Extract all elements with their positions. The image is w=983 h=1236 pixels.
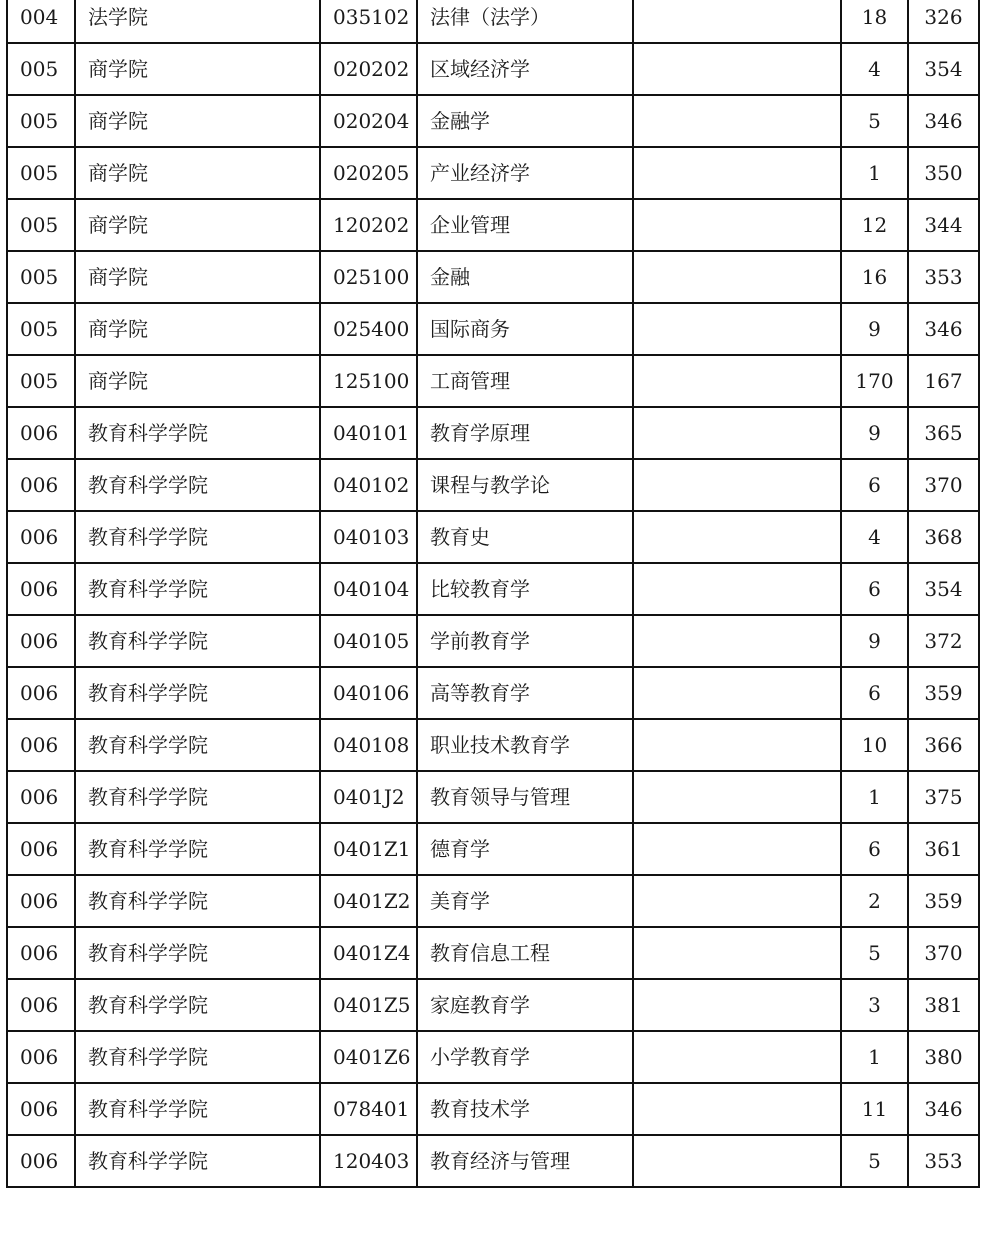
count-cell: 12 [841,199,908,251]
admission-score-table-page [6,0,978,1188]
count-cell: 6 [841,459,908,511]
note-cell [633,95,841,147]
score-cell: 380 [908,1031,979,1083]
count-cell: 16 [841,251,908,303]
major-name-cell: 德育学 [417,823,633,875]
count-cell: 6 [841,667,908,719]
dept-code-cell: 006 [7,719,75,771]
table-row [7,875,979,927]
table-row [7,719,979,771]
count-cell: 9 [841,303,908,355]
count-cell: 9 [841,407,908,459]
major-name-cell: 教育史 [417,511,633,563]
dept-code-cell: 006 [7,511,75,563]
major-name-cell: 教育学原理 [417,407,633,459]
score-cell: 375 [908,771,979,823]
score-cell: 359 [908,875,979,927]
major-code-cell: 020202 [320,43,417,95]
note-cell [633,563,841,615]
dept-name-cell: 教育科学学院 [75,407,320,459]
dept-code-cell: 006 [7,563,75,615]
dept-name-cell: 教育科学学院 [75,979,320,1031]
note-cell [633,0,841,43]
major-name-cell: 课程与教学论 [417,459,633,511]
score-cell: 167 [908,355,979,407]
dept-name-cell: 商学院 [75,95,320,147]
score-cell: 350 [908,147,979,199]
score-cell: 370 [908,459,979,511]
dept-code-cell: 006 [7,459,75,511]
score-cell: 354 [908,43,979,95]
count-cell: 1 [841,771,908,823]
dept-name-cell: 教育科学学院 [75,1031,320,1083]
note-cell [633,771,841,823]
major-code-cell: 025100 [320,251,417,303]
table-row [7,303,979,355]
count-cell: 5 [841,95,908,147]
score-cell: 346 [908,303,979,355]
table-row [7,823,979,875]
table-row [7,667,979,719]
score-cell: 381 [908,979,979,1031]
note-cell [633,147,841,199]
dept-name-cell: 教育科学学院 [75,1083,320,1135]
score-cell: 370 [908,927,979,979]
major-code-cell: 040108 [320,719,417,771]
major-name-cell: 国际商务 [417,303,633,355]
note-cell [633,43,841,95]
dept-name-cell: 教育科学学院 [75,615,320,667]
dept-name-cell: 教育科学学院 [75,563,320,615]
count-cell: 11 [841,1083,908,1135]
table-body [7,0,979,1187]
dept-code-cell: 006 [7,875,75,927]
major-name-cell: 区域经济学 [417,43,633,95]
major-code-cell: 0401Z6 [320,1031,417,1083]
dept-code-cell: 005 [7,355,75,407]
score-cell: 344 [908,199,979,251]
score-cell: 354 [908,563,979,615]
major-name-cell: 产业经济学 [417,147,633,199]
table-row [7,199,979,251]
dept-code-cell: 006 [7,1135,75,1187]
major-code-cell: 040105 [320,615,417,667]
score-cell: 365 [908,407,979,459]
table-row [7,355,979,407]
major-name-cell: 法律（法学） [417,0,633,43]
dept-code-cell: 006 [7,667,75,719]
score-cell: 346 [908,1083,979,1135]
score-cell: 346 [908,95,979,147]
note-cell [633,303,841,355]
score-cell: 353 [908,1135,979,1187]
major-name-cell: 教育经济与管理 [417,1135,633,1187]
dept-name-cell: 教育科学学院 [75,1135,320,1187]
major-code-cell: 0401Z1 [320,823,417,875]
count-cell: 4 [841,43,908,95]
table-row [7,95,979,147]
count-cell: 9 [841,615,908,667]
dept-name-cell: 教育科学学院 [75,719,320,771]
table-row [7,407,979,459]
table-row [7,511,979,563]
major-code-cell: 035102 [320,0,417,43]
table-row [7,1135,979,1187]
dept-code-cell: 006 [7,615,75,667]
dept-name-cell: 商学院 [75,43,320,95]
dept-code-cell: 005 [7,199,75,251]
dept-name-cell: 教育科学学院 [75,459,320,511]
dept-name-cell: 教育科学学院 [75,511,320,563]
major-name-cell: 教育领导与管理 [417,771,633,823]
note-cell [633,979,841,1031]
count-cell: 18 [841,0,908,43]
major-name-cell: 小学教育学 [417,1031,633,1083]
table-row [7,563,979,615]
table-row [7,615,979,667]
admission-score-table [6,0,980,1188]
dept-code-cell: 006 [7,927,75,979]
major-code-cell: 078401 [320,1083,417,1135]
table-row [7,43,979,95]
score-cell: 366 [908,719,979,771]
score-cell: 368 [908,511,979,563]
dept-code-cell: 006 [7,979,75,1031]
count-cell: 6 [841,823,908,875]
dept-code-cell: 006 [7,823,75,875]
major-code-cell: 040102 [320,459,417,511]
count-cell: 5 [841,1135,908,1187]
major-code-cell: 120403 [320,1135,417,1187]
major-code-cell: 025400 [320,303,417,355]
note-cell [633,511,841,563]
note-cell [633,355,841,407]
count-cell: 1 [841,1031,908,1083]
major-name-cell: 教育信息工程 [417,927,633,979]
dept-name-cell: 教育科学学院 [75,771,320,823]
major-name-cell: 企业管理 [417,199,633,251]
score-cell: 361 [908,823,979,875]
note-cell [633,615,841,667]
major-code-cell: 0401Z4 [320,927,417,979]
major-name-cell: 家庭教育学 [417,979,633,1031]
note-cell [633,1083,841,1135]
table-row [7,1083,979,1135]
dept-name-cell: 教育科学学院 [75,667,320,719]
dept-code-cell: 005 [7,95,75,147]
table-row [7,771,979,823]
major-name-cell: 金融 [417,251,633,303]
major-code-cell: 040103 [320,511,417,563]
major-name-cell: 金融学 [417,95,633,147]
count-cell: 3 [841,979,908,1031]
major-code-cell: 020205 [320,147,417,199]
major-name-cell: 比较教育学 [417,563,633,615]
dept-code-cell: 005 [7,303,75,355]
count-cell: 2 [841,875,908,927]
major-name-cell: 职业技术教育学 [417,719,633,771]
major-name-cell: 教育技术学 [417,1083,633,1135]
count-cell: 10 [841,719,908,771]
count-cell: 4 [841,511,908,563]
dept-code-cell: 005 [7,43,75,95]
major-code-cell: 0401J2 [320,771,417,823]
table-row [7,1031,979,1083]
dept-code-cell: 006 [7,771,75,823]
note-cell [633,927,841,979]
table-row [7,147,979,199]
dept-name-cell: 商学院 [75,355,320,407]
dept-name-cell: 教育科学学院 [75,823,320,875]
note-cell [633,1135,841,1187]
dept-name-cell: 教育科学学院 [75,927,320,979]
note-cell [633,719,841,771]
major-code-cell: 040106 [320,667,417,719]
dept-name-cell: 法学院 [75,0,320,43]
dept-name-cell: 商学院 [75,147,320,199]
count-cell: 1 [841,147,908,199]
dept-code-cell: 005 [7,147,75,199]
score-cell: 372 [908,615,979,667]
dept-name-cell: 教育科学学院 [75,875,320,927]
score-cell: 326 [908,0,979,43]
dept-code-cell: 004 [7,0,75,43]
major-code-cell: 020204 [320,95,417,147]
major-code-cell: 125100 [320,355,417,407]
table-row [7,927,979,979]
note-cell [633,823,841,875]
note-cell [633,199,841,251]
major-code-cell: 120202 [320,199,417,251]
table-row [7,459,979,511]
dept-name-cell: 商学院 [75,199,320,251]
score-cell: 353 [908,251,979,303]
major-name-cell: 美育学 [417,875,633,927]
score-cell: 359 [908,667,979,719]
major-code-cell: 040104 [320,563,417,615]
count-cell: 6 [841,563,908,615]
dept-code-cell: 006 [7,1031,75,1083]
dept-code-cell: 005 [7,251,75,303]
major-name-cell: 工商管理 [417,355,633,407]
count-cell: 5 [841,927,908,979]
dept-name-cell: 商学院 [75,251,320,303]
count-cell: 170 [841,355,908,407]
major-code-cell: 0401Z5 [320,979,417,1031]
note-cell [633,875,841,927]
note-cell [633,667,841,719]
note-cell [633,407,841,459]
note-cell [633,1031,841,1083]
dept-code-cell: 006 [7,407,75,459]
major-code-cell: 040101 [320,407,417,459]
dept-name-cell: 商学院 [75,303,320,355]
major-name-cell: 高等教育学 [417,667,633,719]
note-cell [633,459,841,511]
major-name-cell: 学前教育学 [417,615,633,667]
major-code-cell: 0401Z2 [320,875,417,927]
note-cell [633,251,841,303]
table-row [7,251,979,303]
table-row [7,0,979,43]
table-row [7,979,979,1031]
dept-code-cell: 006 [7,1083,75,1135]
